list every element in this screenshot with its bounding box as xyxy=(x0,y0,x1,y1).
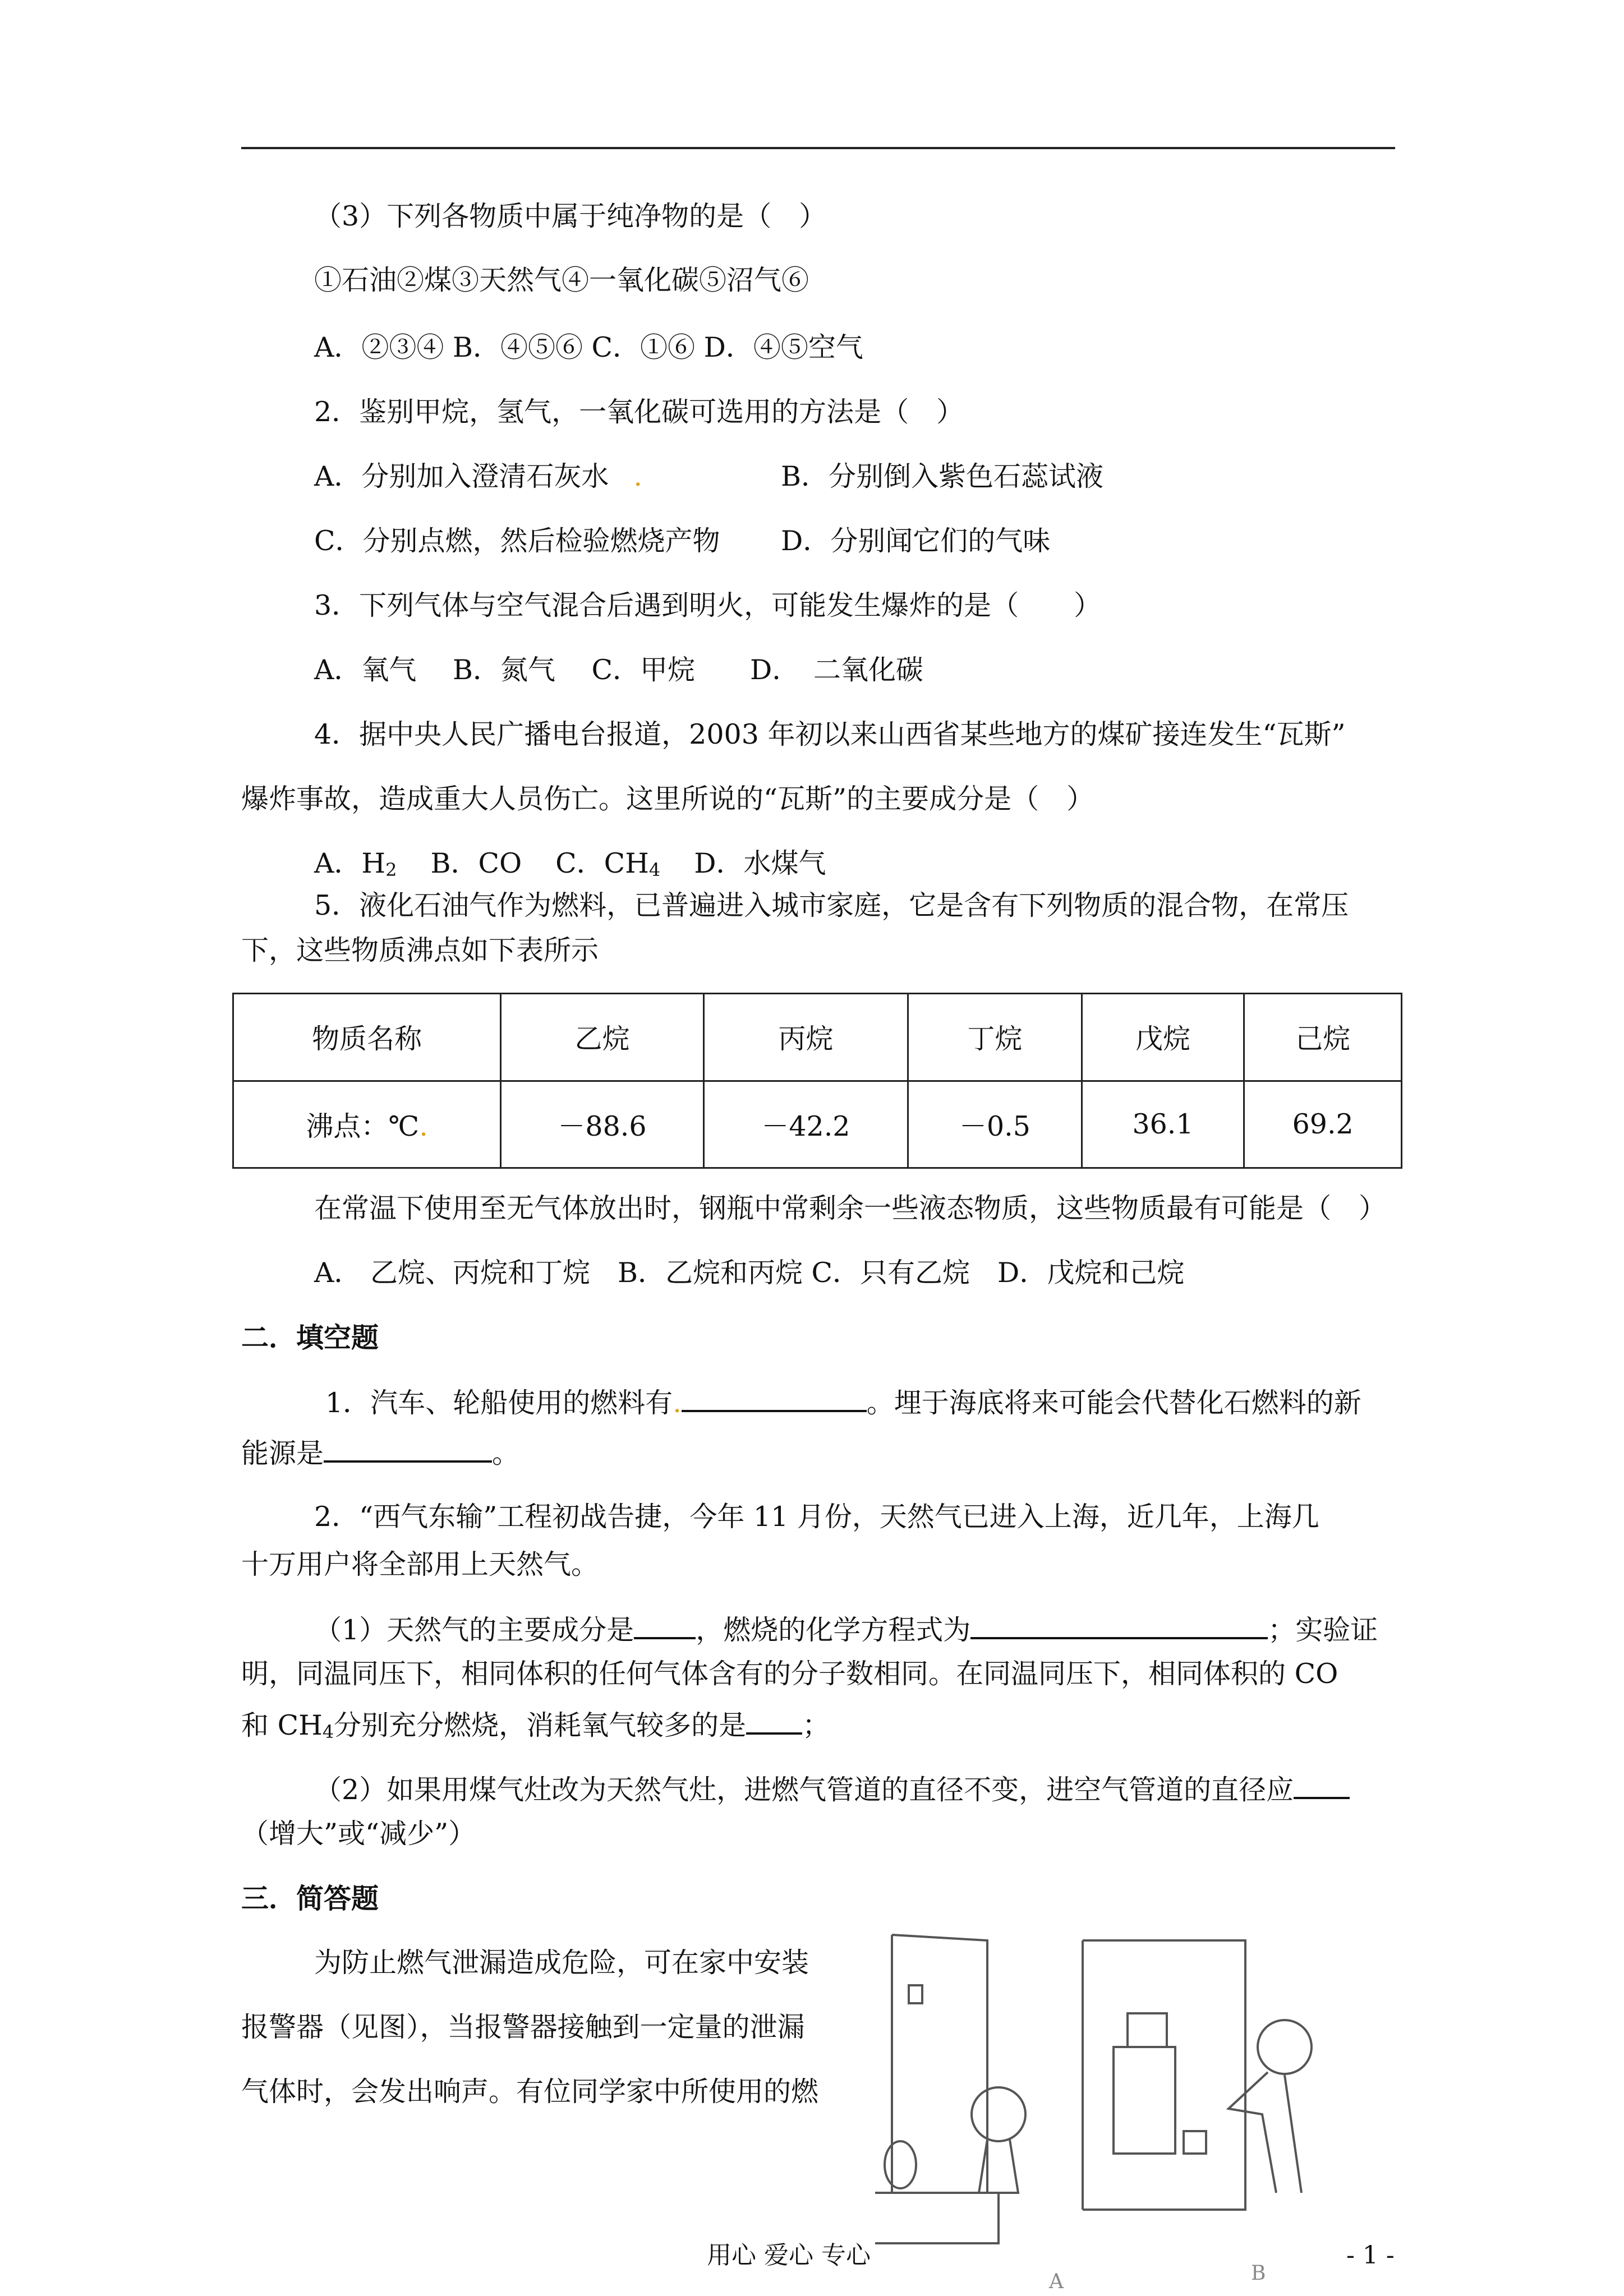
table-cell: －88.6 xyxy=(501,1081,703,1168)
alarm-a-icon xyxy=(909,1985,922,2003)
section2-heading: 二．填空题 xyxy=(241,1321,379,1354)
s2-q2-1-line2: 明，同温同压下，相同体积的任何气体含有的分子数相同。在同温同压下，相同体积的 CO xyxy=(241,1658,1338,1690)
q4-line1: 4．据中央人民广播电台报道，2003 年初以来山西省某些地方的煤矿接连发生“瓦斯” xyxy=(314,718,1346,750)
table-cell: －42.2 xyxy=(703,1081,908,1168)
q3-stem: 3．下列气体与空气混合后遇到明火，可能发生爆炸的是（ ） xyxy=(314,589,1102,621)
child-a-icon xyxy=(972,2087,1025,2141)
s2-q1-line1: 1．汽车、轮船使用的燃料有. 。埋于海底将来可能会代替化石燃料的新 xyxy=(325,1385,1361,1420)
gas-alarm-figure xyxy=(858,1929,1363,2288)
q5-line1: 5．液化石油气作为燃料，已普遍进入城市家庭，它是含有下列物质的混合物，在常压 xyxy=(314,889,1349,921)
table-cell: 戊烷 xyxy=(1082,994,1244,1081)
q2-option-a: A．分别加入澄清石灰水 . xyxy=(314,460,642,492)
table-cell: －0.5 xyxy=(908,1081,1082,1168)
s2-q1-line2: 能源是 。 xyxy=(241,1436,519,1470)
answer-blank[interactable] xyxy=(746,1708,802,1735)
alarm-b-icon xyxy=(1128,2013,1167,2047)
answer-blank[interactable] xyxy=(970,1612,1268,1639)
table-cell: 69.2 xyxy=(1244,1081,1402,1168)
q3-options: A．氧气 B．氮气 C．甲烷 D． 二氧化碳 xyxy=(314,654,923,686)
q1-3-options: A．②③④ B．④⑤⑥ C．①⑥ D．④⑤空气 xyxy=(314,331,863,363)
s2-q2-2-line2: （增大”或“减少”） xyxy=(241,1818,476,1850)
q2-option-b: B．分别倒入紫色石蕊试液 xyxy=(781,460,1104,492)
s3-line3: 气体时，会发出响声。有位同学家中所使用的燃 xyxy=(241,2076,819,2108)
table-row xyxy=(233,994,1402,1081)
page-number: - 1 - xyxy=(1346,2241,1395,2270)
stray-mark: . xyxy=(673,1387,682,1419)
q2-option-d: D．分别闻它们的气味 xyxy=(781,525,1051,557)
figure-label-a: A xyxy=(1049,2270,1064,2288)
s2-q2-1-line1: （1）天然气的主要成分是 ，燃烧的化学方程式为 ；实验证 xyxy=(314,1612,1378,1647)
gas-cylinder-icon xyxy=(885,2141,916,2188)
s2-q2-line1: 2．“西气东输”工程初战告捷，今年 11 月份，天然气已进入上海，近几年，上海几 xyxy=(314,1501,1319,1533)
figure-label-b: B xyxy=(1251,2262,1266,2285)
table-cell: 沸点：℃. xyxy=(233,1081,501,1168)
boiling-point-table xyxy=(232,993,1402,1169)
answer-blank[interactable] xyxy=(324,1436,492,1463)
section3-heading: 三．简答题 xyxy=(241,1882,379,1915)
q5-options: A． 乙烷、丙烷和丁烷 B．乙烷和丙烷 C．只有乙烷 D．戊烷和己烷 xyxy=(314,1257,1185,1289)
s2-q2-2-line1: （2）如果用煤气灶改为天然气灶，进燃气管道的直径不变，进空气管道的直径应 xyxy=(314,1772,1350,1807)
q4-line2: 爆炸事故，造成重大人员伤亡。这里所说的“瓦斯”的主要成分是（ ） xyxy=(241,783,1094,815)
s3-line1: 为防止燃气泄漏造成危险，可在家中安装 xyxy=(314,1947,809,1979)
q5-after-table: 在常温下使用至无气体放出时，钢瓶中常剩余一些液态物质，这些物质最有可能是（ ） xyxy=(314,1192,1387,1224)
answer-blank[interactable] xyxy=(634,1612,696,1639)
q5-line2: 下，这些物质沸点如下表所示 xyxy=(241,934,599,966)
q2-stem: 2．鉴别甲烷，氢气，一氧化碳可选用的方法是（ ） xyxy=(314,396,964,428)
s3-line2: 报警器（见图），当报警器接触到一定量的泄漏 xyxy=(241,2011,805,2043)
table-row xyxy=(233,1081,1402,1168)
header-rule xyxy=(241,147,1395,149)
table-cell: 丙烷 xyxy=(703,994,908,1081)
q2-option-c: C．分别点燃，然后检验燃烧产物 xyxy=(314,525,720,557)
stray-mark: . xyxy=(633,460,642,492)
table-cell: 己烷 xyxy=(1244,994,1402,1081)
footer-left: 用心 爱心 专心 xyxy=(707,2241,871,2270)
answer-blank[interactable] xyxy=(1294,1772,1350,1799)
q1-3-stem: （3）下列各物质中属于纯净物的是（ ） xyxy=(314,200,827,232)
child-b-icon xyxy=(1258,2020,1312,2074)
s2-q2-1-line3: 和 $CH_4$分别充分燃烧，消耗氧气较多的是 ； xyxy=(241,1708,830,1749)
stray-mark: . xyxy=(419,1110,428,1142)
answer-blank[interactable] xyxy=(682,1385,867,1412)
table-cell: 物质名称 xyxy=(233,994,501,1081)
s2-q2-line2: 十万用户将全部用上天然气。 xyxy=(241,1548,599,1580)
q4-options: A．$H_2$ B．CO C．$CH_4$ D．水煤气 xyxy=(314,847,826,880)
q1-3-items: ①石油②煤③天然气④一氧化碳⑤沼气⑥ xyxy=(314,264,809,296)
table-cell: 36.1 xyxy=(1082,1081,1244,1168)
table-cell: 丁烷 xyxy=(908,994,1082,1081)
cabinet-icon xyxy=(1114,2047,1175,2154)
table-cell: 乙烷 xyxy=(501,994,703,1081)
